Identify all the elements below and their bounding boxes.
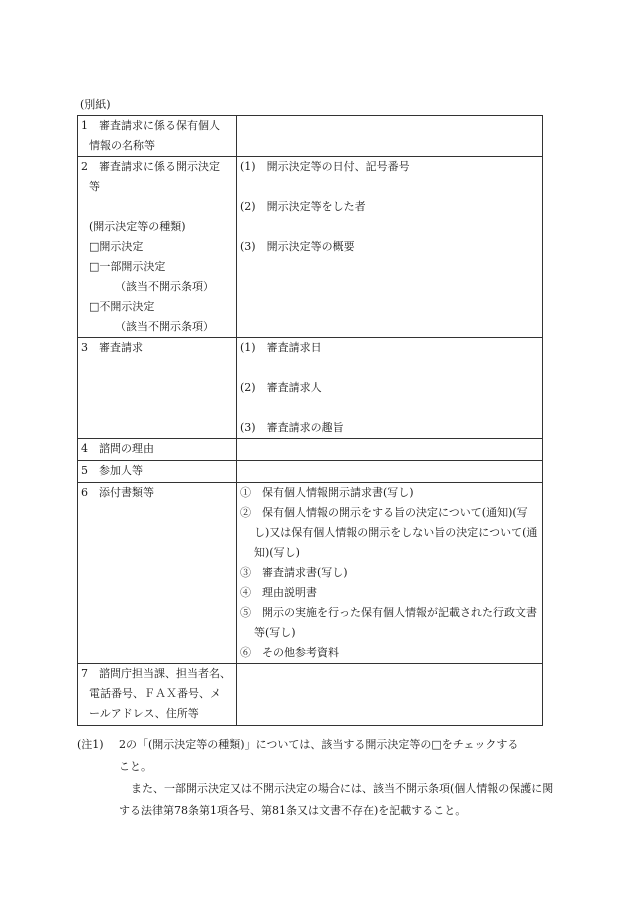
row-label: 2 審査請求に係る開示決定 (81, 160, 220, 173)
row-value-cell (237, 338, 543, 439)
row-label-cell (78, 664, 237, 726)
list-item: (3) 審査請求の趣旨 (240, 421, 344, 434)
list-item: ① 保有個人情報開示請求書(写し) (240, 486, 414, 499)
row-label-cell (78, 157, 237, 338)
note-paragraph: また、一部開示決定又は不開示決定の場合には、該当不開示条項(個人情報の保護に関する法律第78条第1項各号、第81条又は文書不存在)を記載すること。 (119, 782, 554, 817)
table-row (78, 439, 543, 461)
row-label-cell (78, 116, 237, 157)
row-label-cell (78, 461, 237, 483)
applicable-clause-label: （該当不開示条項） (115, 320, 214, 333)
list-item: (1) 開示決定等の日付、記号番号 (240, 160, 410, 173)
row-value-cell[interactable] (237, 439, 543, 461)
row-label: 7 諮問庁担当課、担当者名、 (81, 667, 231, 680)
row-label: 情報の名称等 (89, 139, 155, 152)
row-value-cell[interactable] (237, 461, 543, 483)
list-item: ③ 審査請求書(写し) (240, 566, 348, 579)
option-non-disclosure[interactable]: □不開示決定 (89, 300, 155, 313)
row-value-cell (237, 157, 543, 338)
table-row (78, 338, 543, 439)
note-line (77, 734, 557, 756)
row-label-cell (78, 439, 237, 461)
row-value-cell[interactable] (237, 664, 543, 726)
table-row (78, 483, 543, 664)
list-item: ② 保有個人情報の開示をする旨の決定について(通知)(写し)又は保有個人情報の開示をしない旨の決定について(通知)(写し) (240, 506, 538, 559)
form-table (77, 115, 543, 726)
row-label: ールアドレス、住所等 (89, 707, 199, 720)
table-row (78, 116, 543, 157)
list-item: (2) 審査請求人 (240, 381, 322, 394)
note-tag: (注1) (77, 738, 104, 751)
note-text: 2の「(開示決定等の種類)」については、該当する開示決定等の□をチェックする (119, 738, 519, 751)
list-item: (2) 開示決定等をした者 (240, 200, 366, 213)
notes (77, 734, 557, 822)
row-label-cell (78, 483, 237, 664)
list-item: ④ 理由説明書 (240, 586, 317, 599)
row-label: 電話番号、ＦＡＸ番号、メ (89, 687, 221, 700)
option-partial-disclosure[interactable]: □一部開示決定 (89, 260, 166, 273)
applicable-clause-label: （該当不開示条項） (115, 280, 214, 293)
list-item: (1) 審査請求日 (240, 341, 322, 354)
table-row (78, 461, 543, 483)
row-label: 5 参加人等 (81, 464, 143, 477)
row-value-cell (237, 483, 543, 664)
page-label: (別紙) (80, 98, 111, 111)
list-item: (3) 開示決定等の概要 (240, 240, 355, 253)
row-label: 4 諮問の理由 (81, 442, 154, 455)
list-item: ⑤ 開示の実施を行った保有個人情報が記載された行政文書等(写し) (240, 606, 537, 639)
row-label-cell (78, 338, 237, 439)
decision-type-heading: (開示決定等の種類) (89, 220, 186, 233)
option-full-disclosure[interactable]: □開示決定 (89, 240, 144, 253)
row-label: 6 添付書類等 (81, 486, 154, 499)
note-text: こと。 (119, 760, 152, 773)
row-label: 1 審査請求に係る保有個人 (81, 119, 220, 132)
row-label: 等 (89, 180, 100, 193)
row-label: 3 審査請求 (81, 341, 143, 354)
list-item: ⑥ その他参考資料 (240, 646, 339, 659)
table-row (78, 664, 543, 726)
table-row (78, 157, 543, 338)
row-value-cell[interactable] (237, 116, 543, 157)
